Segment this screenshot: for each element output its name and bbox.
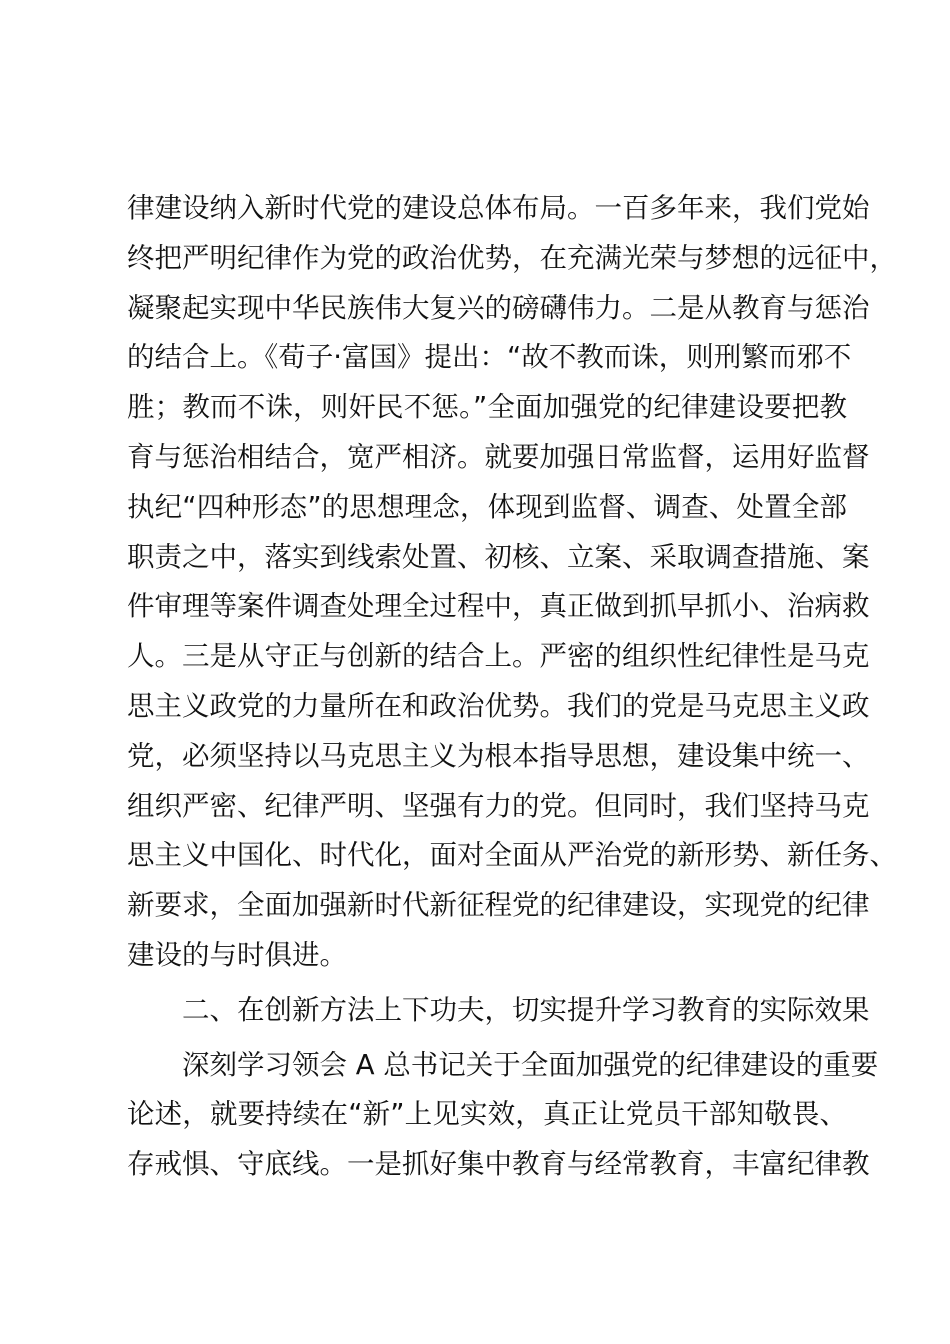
paragraph-line: 执纪“四种形态”的思想理念，体现到监督、调查、处置全部 <box>127 490 847 523</box>
paragraph-line: 建设的与时俱进。 <box>127 938 347 971</box>
paragraph-line: 凝聚起实现中华民族伟大复兴的磅礴伟力。二是从教育与惩治 <box>127 291 870 324</box>
paragraph-line: 件审理等案件调查处理全过程中，真正做到抓早抓小、治病救 <box>127 590 870 623</box>
paragraph-line: 职责之中，落实到线索处置、初核、立案、采取调查措施、案 <box>127 540 870 573</box>
paragraph-line: 育与惩治相结合，宽严相济。就要加强日常监督，运用好监督 <box>127 440 870 473</box>
document-body <box>127 184 897 1190</box>
paragraph-line: 思主义政党的力量所在和政治优势。我们的党是马克思主义政 <box>127 689 870 722</box>
section-heading: 二、在创新方法上下功夫，切实提升学习教育的实际效果 <box>182 993 870 1026</box>
paragraph-line: 的结合上。《荀子·富国》提出：“故不教而诛，则刑繁而邪不 <box>127 341 852 374</box>
paragraph-line: 存戒惧、守底线。一是抓好集中教育与经常教育，丰富纪律教 <box>127 1148 870 1181</box>
paragraph-line: 深刻学习领会 A 总书记关于全面加强党的纪律建设的重要 <box>182 1048 879 1081</box>
paragraph-line: 组织严密、纪律严明、坚强有力的党。但同时，我们坚持马克 <box>127 789 870 822</box>
paragraph-line: 新要求，全面加强新时代新征程党的纪律建设，实现党的纪律 <box>127 889 870 922</box>
paragraph-line: 律建设纳入新时代党的建设总体布局。一百多年来，我们党始 <box>127 192 870 224</box>
paragraph-line: 思主义中国化、时代化，面对全面从严治党的新形势、新任务、 <box>127 839 897 872</box>
paragraph-line: 胜；教而不诛，则奸民不惩。”全面加强党的纪律建设要把教 <box>127 391 847 424</box>
paragraph-line: 人。三是从守正与创新的结合上。严密的组织性纪律性是马克 <box>127 640 870 673</box>
paragraph-line: 论述，就要持续在“新”上见实效，真正让党员干部知敬畏、 <box>127 1098 847 1131</box>
paragraph-line: 终把严明纪律作为党的政治优势，在充满光荣与梦想的远征中， <box>127 241 897 274</box>
paragraph-line: 党，必须坚持以马克思主义为根本指导思想，建设集中统一、 <box>127 739 870 772</box>
